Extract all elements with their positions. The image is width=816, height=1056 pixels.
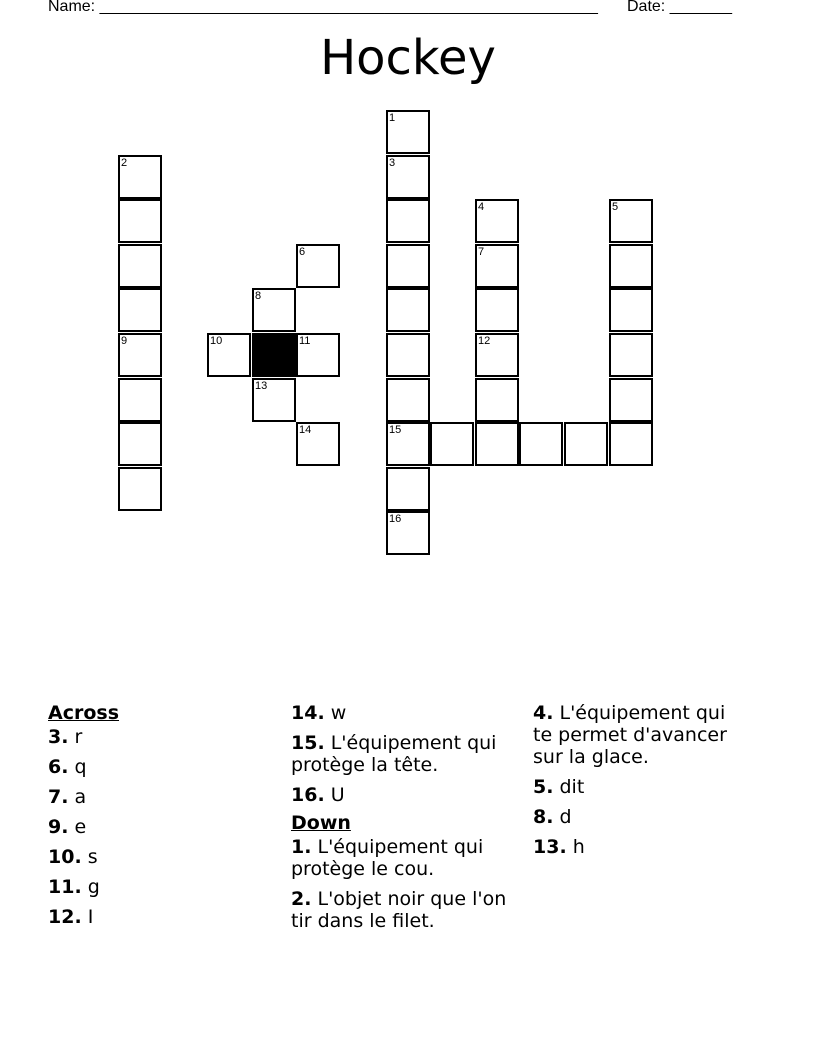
- grid-cell[interactable]: [609, 288, 653, 332]
- cell-number: 1: [389, 112, 396, 124]
- grid-cell[interactable]: [386, 378, 430, 422]
- grid-cell[interactable]: [609, 244, 653, 288]
- clue-across-6: 6. q: [48, 756, 87, 778]
- grid-cell[interactable]: [118, 422, 162, 466]
- clue-column-1: [48, 702, 280, 936]
- clue-across-10: 10. s: [48, 846, 98, 868]
- grid-cell[interactable]: [475, 333, 519, 377]
- grid-cell[interactable]: [386, 244, 430, 288]
- grid-cell[interactable]: [475, 422, 519, 466]
- grid-cell[interactable]: [118, 155, 162, 199]
- grid-cell[interactable]: [475, 288, 519, 332]
- grid-cell[interactable]: [609, 422, 653, 466]
- cell-number: 3: [389, 157, 396, 169]
- clue-down-5: 5. dit: [533, 776, 585, 798]
- grid-cell[interactable]: [386, 333, 430, 377]
- grid-cell[interactable]: [118, 288, 162, 332]
- cell-number: 9: [121, 335, 128, 347]
- grid-cell[interactable]: [609, 199, 653, 243]
- clue-across-16: 16. U: [291, 784, 345, 806]
- grid-cell[interactable]: [386, 511, 430, 555]
- page-title: Hockey: [320, 30, 496, 86]
- clue-down-8: 8. d: [533, 806, 572, 828]
- clue-across-15: 15. L'équipement qui protège la tête.: [291, 732, 497, 776]
- grid-cell[interactable]: [252, 288, 296, 332]
- grid-cell[interactable]: [296, 422, 340, 466]
- clue-across-14: 14. w: [291, 702, 347, 724]
- clue-across-12: 12. I: [48, 906, 94, 928]
- cell-number: 14: [299, 424, 312, 436]
- cell-number: 11: [299, 335, 311, 347]
- grid-cell[interactable]: [430, 422, 474, 466]
- grid-cell[interactable]: [386, 155, 430, 199]
- clue-across-3: 3. r: [48, 726, 83, 748]
- grid-cell[interactable]: [386, 288, 430, 332]
- cell-number: 2: [121, 157, 128, 169]
- grid-cell[interactable]: [207, 333, 251, 377]
- grid-cell[interactable]: [118, 244, 162, 288]
- down-heading: Down: [291, 812, 351, 834]
- clue-across-9: 9. e: [48, 816, 87, 838]
- cell-number: 8: [255, 290, 262, 302]
- cell-number: 6: [299, 246, 306, 258]
- grid-cell[interactable]: [118, 199, 162, 243]
- clue-down-4: 4. L'équipement qui te permet d'avancer sur la glace.: [533, 702, 727, 768]
- cell-number: 4: [478, 201, 485, 213]
- clue-column-2: [291, 702, 513, 940]
- grid-cell[interactable]: [118, 378, 162, 422]
- grid-cell[interactable]: [475, 199, 519, 243]
- clue-across-7: 7. a: [48, 786, 87, 808]
- grid-cell[interactable]: [386, 199, 430, 243]
- grid-cell[interactable]: [609, 378, 653, 422]
- clue-down-1: 1. L'équipement qui protège le cou.: [291, 836, 484, 880]
- cell-number: 15: [389, 424, 402, 436]
- blocked-cell: [252, 333, 296, 377]
- grid-cell[interactable]: [609, 333, 653, 377]
- grid-cell[interactable]: [386, 110, 430, 154]
- grid-cell[interactable]: [386, 422, 430, 466]
- grid-cell[interactable]: [475, 378, 519, 422]
- cell-number: 5: [612, 201, 619, 213]
- cell-number: 13: [255, 380, 268, 392]
- cell-number: 12: [478, 335, 491, 347]
- grid-cell[interactable]: [296, 333, 340, 377]
- grid-cell[interactable]: [519, 422, 563, 466]
- grid-cell[interactable]: [386, 467, 430, 511]
- clue-down-2: 2. L'objet noir que l'on tir dans le filet.: [291, 888, 507, 932]
- grid-cell[interactable]: [564, 422, 608, 466]
- cell-number: 16: [389, 513, 402, 525]
- grid-cell[interactable]: [475, 244, 519, 288]
- grid-cell[interactable]: [252, 378, 296, 422]
- grid-cell[interactable]: [118, 333, 162, 377]
- date-field-label: Date: _______: [627, 0, 732, 15]
- across-heading: Across: [48, 702, 120, 724]
- clue-down-13: 13. h: [533, 836, 585, 858]
- grid-cell[interactable]: [296, 244, 340, 288]
- grid-cell[interactable]: [118, 467, 162, 511]
- cell-number: 7: [478, 246, 485, 258]
- clue-across-11: 11. g: [48, 876, 100, 898]
- clue-column-3: [533, 702, 733, 866]
- cell-number: 10: [210, 335, 223, 347]
- name-field-label: Name: ________________________________________________________: [48, 0, 598, 15]
